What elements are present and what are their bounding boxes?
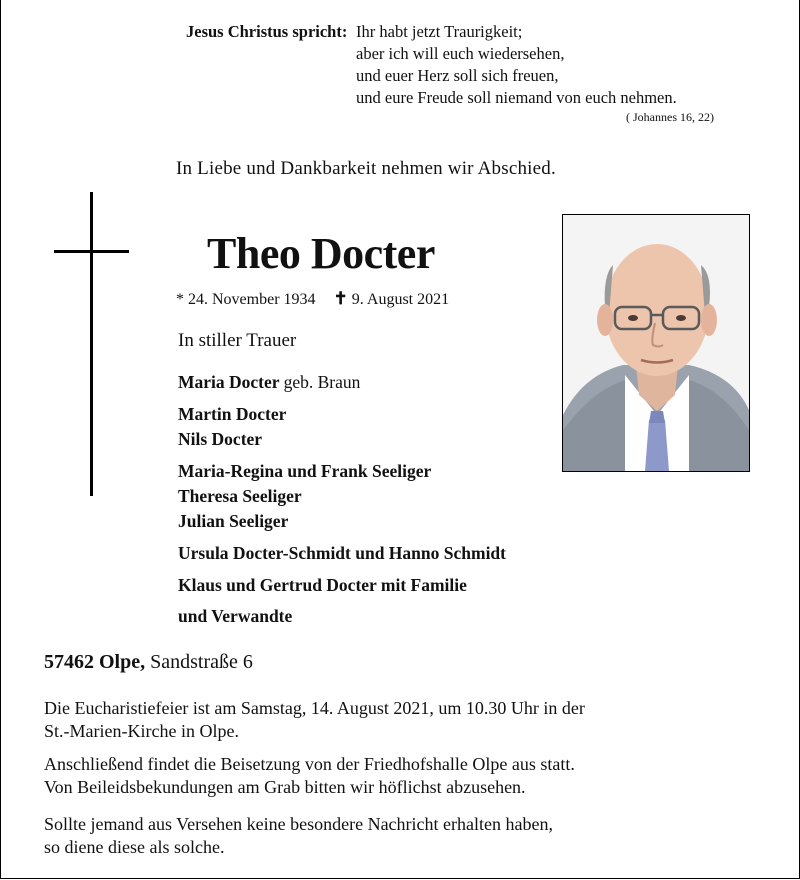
address <box>44 651 253 674</box>
verse-line: und eure Freude soll niemand von euch nehmen. <box>356 88 677 107</box>
life-dates <box>176 289 449 309</box>
verse-line: Ihr habt jetzt Traurigkeit; <box>356 22 523 41</box>
mourning-header: In stiller Trauer <box>178 330 297 351</box>
paragraph-line: so diene diese als solche. <box>44 837 225 857</box>
portrait-photo <box>562 214 750 472</box>
family-member: Martin Docter <box>178 404 287 424</box>
address-city: 57462 Olpe, <box>44 651 146 673</box>
verse-line: aber ich will euch wiedersehen, <box>356 44 565 63</box>
family-member: Ursula Docter-Schmidt und Hanno Schmidt <box>178 543 506 563</box>
family-member: Julian Seeliger <box>178 511 289 531</box>
family-member: Maria Docter geb. Braun <box>178 372 361 392</box>
cross-symbol-icon: ✝ <box>333 289 348 308</box>
paragraph-line: Von Beileidsbekundungen am Grab bitten wir höflichst abzusehen. <box>44 777 526 797</box>
intro-text: In Liebe und Dankbarkeit nehmen wir Abschied. <box>176 158 556 179</box>
paragraph-line: St.-Marien-Kirche in Olpe. <box>44 721 239 741</box>
paragraph-line: Die Eucharistiefeier ist am Samstag, 14. August 2021, um 10.30 Uhr in der <box>44 698 585 718</box>
family-member: Theresa Seeliger <box>178 486 302 506</box>
family-member: Klaus und Gertrud Docter mit Familie <box>178 575 467 595</box>
family-member: Maria-Regina und Frank Seeliger <box>178 461 432 481</box>
verse-reference: ( Johannes 16, 22) <box>626 110 714 124</box>
family-member: und Verwandte <box>178 606 293 626</box>
deceased-name: Theo Docter <box>207 229 435 278</box>
death-date: 9. August 2021 <box>351 291 450 308</box>
paragraph-line: Sollte jemand aus Versehen keine besondere Nachricht erhalten haben, <box>44 814 553 834</box>
verse-line: und euer Herz soll sich freuen, <box>356 66 559 85</box>
address-street: Sandstraße 6 <box>150 651 253 673</box>
paragraph-line: Anschließend findet die Beisetzung von der Friedhofshalle Olpe aus statt. <box>44 754 575 774</box>
verse-lead: Jesus Christus spricht: <box>186 22 348 41</box>
maiden-name: geb. Braun <box>283 372 361 392</box>
birth-date: * 24. November 1934 <box>176 291 316 308</box>
family-member: Nils Docter <box>178 429 263 449</box>
